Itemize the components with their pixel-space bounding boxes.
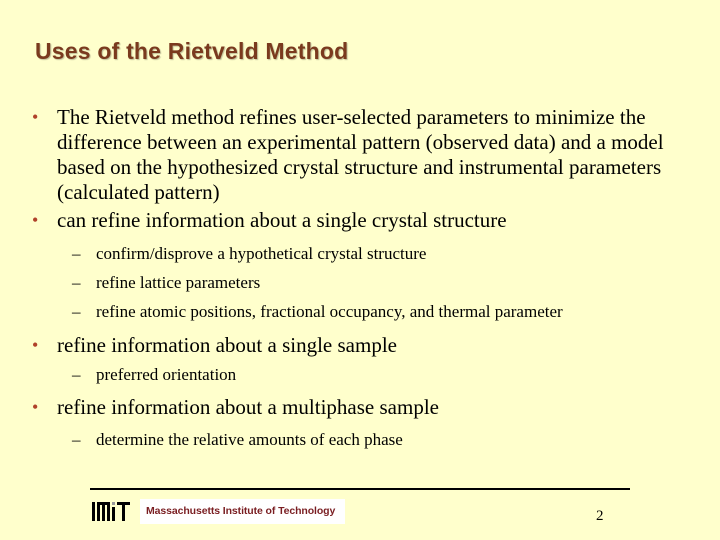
- sub-bullet-text: preferred orientation: [96, 365, 237, 384]
- bullet-text: can refine information about a single crystal structure: [57, 208, 507, 232]
- dash-icon: –: [72, 365, 81, 384]
- sub-bullet-text: determine the relative amounts of each phase: [96, 430, 403, 449]
- page-number: 2: [596, 508, 604, 524]
- sub-bullet-item: [30, 273, 700, 293]
- sub-bullet-text: refine atomic positions, fractional occupancy, and thermal parameter: [96, 302, 563, 321]
- mit-logo-icon: [92, 502, 130, 521]
- dash-icon: –: [72, 244, 81, 263]
- bullet-icon: •: [32, 397, 39, 417]
- bullet-icon: •: [32, 210, 39, 230]
- slide-title: Uses of the Rietveld Method: [35, 38, 349, 64]
- bullet-item: [30, 208, 700, 233]
- bullet-item: [30, 333, 700, 358]
- sub-bullet-item: [30, 244, 700, 264]
- footer-divider: [90, 488, 630, 490]
- bullet-item: [30, 105, 700, 205]
- dash-icon: –: [72, 273, 81, 292]
- bullet-icon: •: [32, 107, 39, 127]
- bullet-text: refine information about a multiphase sample: [57, 395, 439, 419]
- sub-bullet-item: [30, 302, 700, 322]
- bullet-text: refine information about a single sample: [57, 333, 397, 357]
- sub-bullet-item: [30, 430, 700, 450]
- institution-banner: [140, 499, 345, 524]
- institution-name: Massachusetts Institute of Technology: [146, 505, 336, 517]
- bullet-item: [30, 395, 700, 420]
- sub-bullet-item: [30, 365, 700, 385]
- bullet-icon: •: [32, 335, 39, 355]
- slide-content: [30, 105, 700, 450]
- dash-icon: –: [72, 302, 81, 321]
- dash-icon: –: [72, 430, 81, 449]
- sub-bullet-text: confirm/disprove a hypothetical crystal structure: [96, 244, 427, 263]
- sub-bullet-text: refine lattice parameters: [96, 273, 261, 292]
- bullet-text: The Rietveld method refines user-selected parameters to minimize the difference between an experimental pattern (observed data) and a model based on the hypothesized crystal structure and instrumental parameters (calculated pattern): [57, 105, 664, 204]
